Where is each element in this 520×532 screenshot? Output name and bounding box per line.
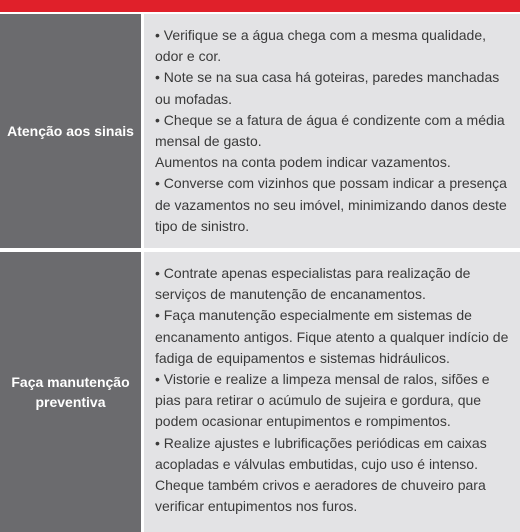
table-row-maintenance bbox=[0, 252, 520, 532]
list-item: • Cheque se a fatura de água é condizente com a média mensal de gasto. bbox=[155, 111, 505, 150]
row-label: Faça manutenção preventiva bbox=[11, 374, 130, 410]
row-content-cell bbox=[144, 14, 520, 248]
list-item: • Contrate apenas especialistas para realização de serviços de manutenção de encanamentos. bbox=[155, 265, 471, 303]
list-item: • Note se na sua casa há goteiras, paredes manchadas ou mofadas. bbox=[155, 69, 500, 107]
tips-list bbox=[155, 25, 513, 237]
table-row-signs bbox=[0, 14, 520, 248]
list-item: • Vistorie e realize a limpeza mensal de ralos, sifões e pias para retirar o acúmulo de sujeira e gordura, que podem ocasionar entupimentos e rompimentos. bbox=[155, 371, 490, 430]
list-item: • Converse com vizinhos que possam indicar a presença de vazamentos no seu imóvel, minimizando danos deste tipo de sinistro. bbox=[155, 175, 507, 234]
row-content-cell bbox=[144, 252, 520, 532]
tips-list bbox=[155, 263, 513, 517]
row-label: Atenção aos sinais bbox=[7, 123, 134, 139]
list-item: • Verifique se a água chega com a mesma qualidade, odor e cor. bbox=[155, 27, 486, 65]
list-item: Aumentos na conta podem indicar vazamentos. bbox=[155, 154, 451, 171]
list-item: • Realize ajustes e lubrificações periódicas em caixas acopladas e válvulas embutidas, cujo uso é intenso. bbox=[155, 434, 487, 472]
list-item: Cheque também crivos e aeradores de chuveiro para verificar entupimentos nos furos. bbox=[155, 477, 486, 515]
row-label-cell bbox=[0, 14, 141, 248]
header-accent-bar bbox=[0, 0, 520, 12]
row-label-cell bbox=[0, 252, 141, 532]
list-item: • Faça manutenção especialmente em sistemas de encanamento antigos. Fique atento a qualquer indício de fadiga de equipamentos e sistemas hidráulicos. bbox=[155, 307, 509, 366]
